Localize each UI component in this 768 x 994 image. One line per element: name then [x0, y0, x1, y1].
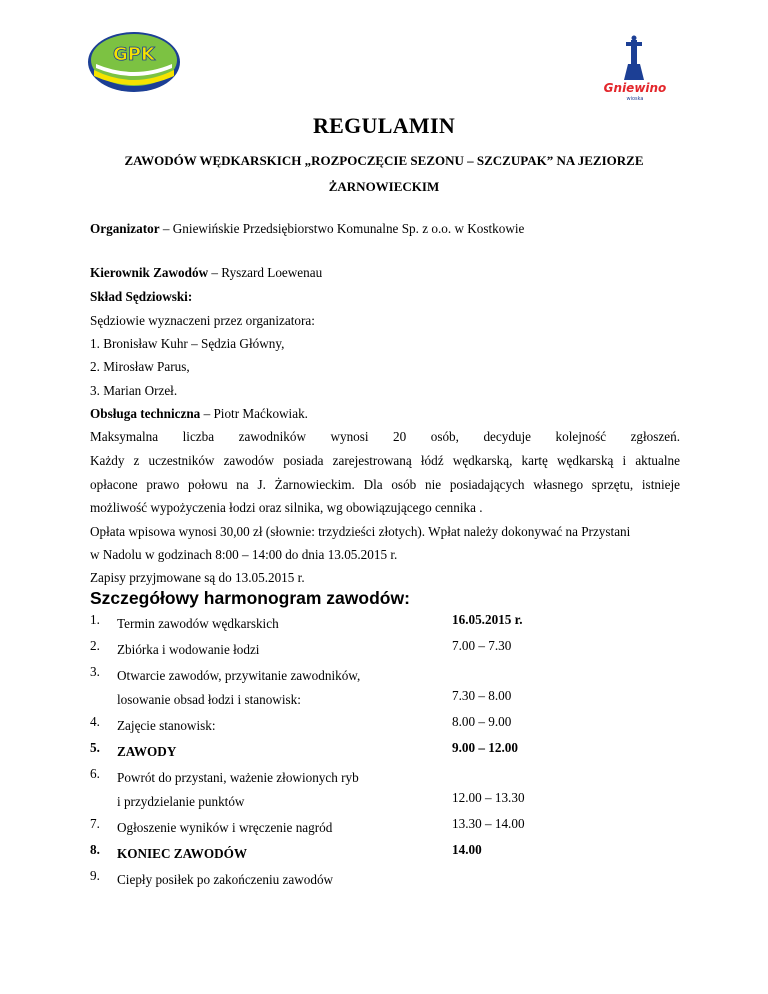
participants-line-4: możliwość wypożyczenia łodzi oraz silnika, wg obowiązującego cennika . — [90, 500, 483, 515]
schedule-num: 4. — [90, 714, 100, 729]
schedule-num: 5. — [90, 740, 100, 755]
schedule-item-6 — [90, 762, 680, 812]
tech-label: Obsługa techniczna — [90, 406, 201, 421]
schedule-item-9 — [90, 864, 680, 890]
schedule-time: 9.00 – 12.00 — [452, 740, 518, 755]
schedule-activity: ZAWODY — [117, 744, 177, 759]
schedule-num: 2. — [90, 638, 100, 653]
judge-item-3: 3. Marian Orzeł. — [90, 383, 178, 398]
schedule-num: 8. — [90, 842, 100, 857]
gniewino-logo — [600, 34, 670, 104]
judge-item-1: 1. Bronisław Kuhr – Sędzia Główny, — [90, 336, 285, 351]
judges-label: Skład Sędziowski: — [90, 289, 193, 304]
organizer-label: Organizator — [90, 221, 160, 236]
schedule-num: 7. — [90, 816, 100, 831]
schedule-activity: Termin zawodów wędkarskich — [117, 616, 279, 631]
schedule-heading: Szczegółowy harmonogram zawodów: — [90, 588, 410, 608]
document-subtitle — [90, 148, 678, 200]
schedule-item-8 — [90, 838, 680, 864]
gpk-logo — [86, 30, 182, 94]
schedule-time: 7.30 – 8.00 — [452, 688, 512, 703]
tech-text: – Piotr Maćkowiak. — [200, 406, 308, 421]
schedule-item-5 — [90, 736, 680, 762]
schedule-activity: Ogłoszenie wyników i wręczenie nagród — [117, 820, 333, 835]
manager-label: Kierownik Zawodów — [90, 265, 209, 280]
schedule-list — [90, 608, 680, 890]
schedule-num: 9. — [90, 868, 100, 883]
schedule-time: 16.05.2015 r. — [452, 612, 523, 627]
schedule-num: 1. — [90, 612, 100, 627]
schedule-item-1 — [90, 608, 680, 634]
participants-line-3: opłacone prawo połowu na J. Żarnowieckim. Dla osób nie posiadających własnego sprzętu, istnieje — [90, 477, 680, 492]
schedule-activity-line-1: Powrót do przystani, ważenie złowionych ryb — [117, 770, 359, 785]
tech-line — [90, 403, 680, 424]
schedule-activity — [117, 664, 447, 712]
document-title: REGULAMIN — [312, 113, 456, 138]
svg-text:wioska: wioska — [626, 96, 644, 102]
schedule-item-4 — [90, 710, 680, 736]
schedule-item-7 — [90, 812, 680, 838]
svg-text:Gniewino: Gniewino — [603, 81, 667, 95]
manager-text: – Ryszard Loewenau — [208, 265, 323, 280]
schedule-num: 6. — [90, 766, 100, 781]
manager-line — [90, 262, 680, 283]
participants-line-2: Każdy z uczestników zawodów posiada zarejestrowaną łódź wędkarską, kartę wędkarską i aktualne — [90, 453, 680, 468]
schedule-time: 14.00 — [452, 842, 482, 857]
fee-line-2: w Nadolu w godzinach 8:00 – 14:00 do dnia 13.05.2015 r. — [90, 547, 398, 562]
schedule-time: 8.00 – 9.00 — [452, 714, 512, 729]
schedule-activity-line-1: Otwarcie zawodów, przywitanie zawodników, — [117, 668, 361, 683]
schedule-item-3 — [90, 660, 680, 710]
schedule-num: 3. — [90, 664, 100, 679]
schedule-activity-line-2: losowanie obsad łodzi i stanowisk: — [117, 692, 301, 707]
schedule-activity-line-2: i przydzielanie punktów — [117, 794, 245, 809]
schedule-activity: KONIEC ZAWODÓW — [117, 846, 248, 861]
fee-line-1: Opłata wpisowa wynosi 30,00 zł (słownie: trzydzieści złotych). Wpłat należy dokonywać na Przystani — [90, 524, 631, 539]
schedule-activity — [117, 766, 447, 814]
schedule-activity: Ciepły posiłek po zakończeniu zawodów — [117, 872, 334, 887]
schedule-activity: Zajęcie stanowisk: — [117, 718, 216, 733]
judges-intro: Sędziowie wyznaczeni przez organizatora: — [90, 313, 315, 328]
subtitle-line-1: ZAWODÓW WĘDKARSKICH „ROZPOCZĘCIE SEZONU – SZCZUPAK” NA JEZIORZE — [124, 153, 644, 168]
schedule-time: 13.30 – 14.00 — [452, 816, 525, 831]
subtitle-line-2: ŻARNOWIECKIM — [328, 179, 440, 194]
organizer-line — [90, 218, 680, 239]
judge-item-2: 2. Mirosław Parus, — [90, 359, 190, 374]
participants-line-1: Maksymalna liczba zawodników wynosi 20 osób, decyduje kolejność zgłoszeń. — [90, 429, 680, 444]
schedule-time: 7.00 – 7.30 — [452, 638, 512, 653]
registration-line: Zapisy przyjmowane są do 13.05.2015 r. — [90, 570, 305, 585]
schedule-activity: Zbiórka i wodowanie łodzi — [117, 642, 260, 657]
schedule-time: 12.00 – 13.30 — [452, 790, 525, 805]
svg-text:GPK: GPK — [113, 44, 155, 65]
schedule-item-2 — [90, 634, 680, 660]
organizer-text: – Gniewińskie Przedsiębiorstwo Komunalne Sp. z o.o. w Kostkowie — [159, 221, 525, 236]
